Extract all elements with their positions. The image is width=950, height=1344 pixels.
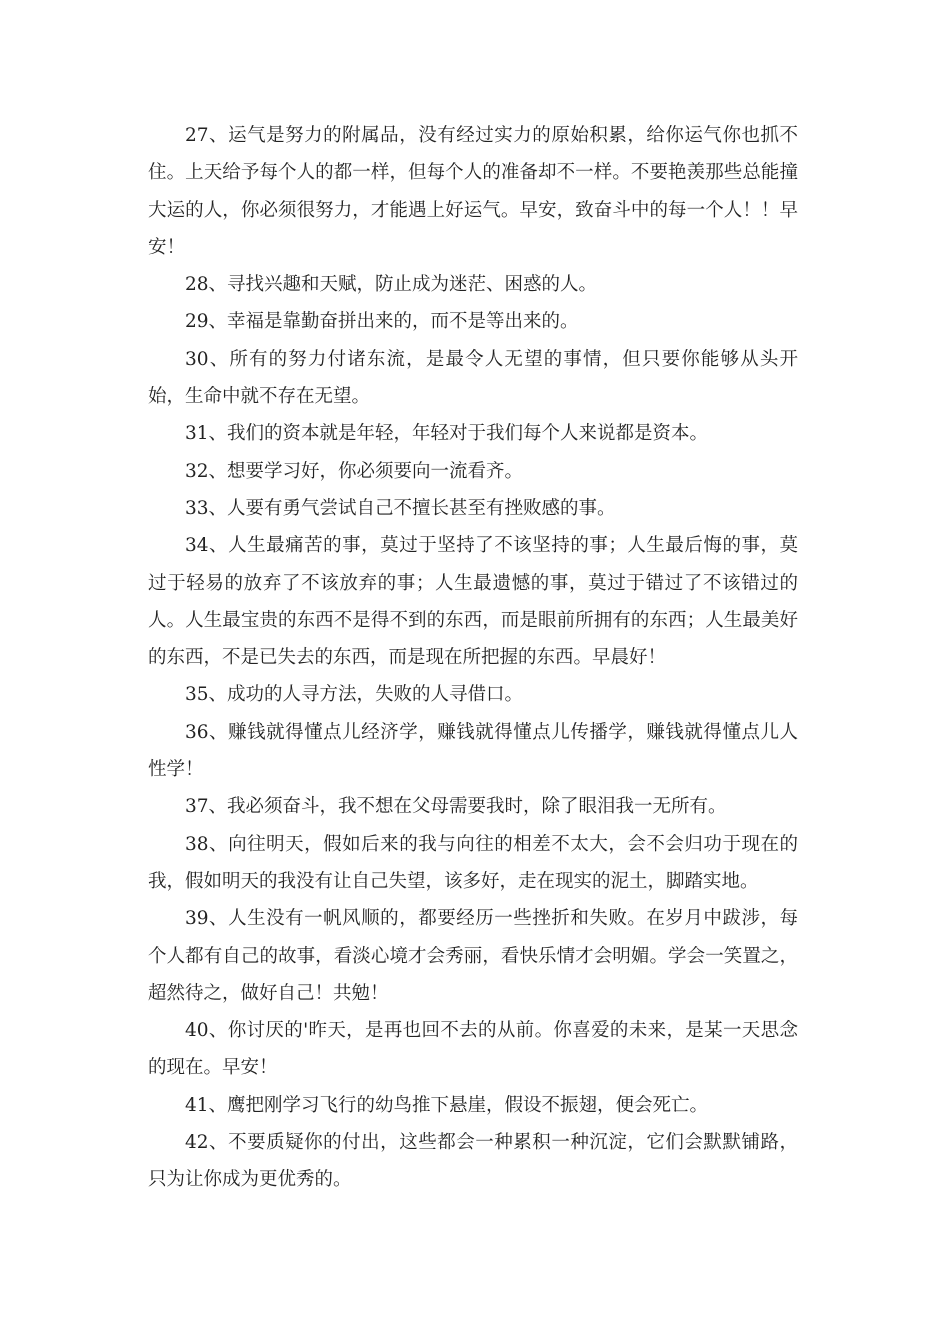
document-body: [148, 117, 798, 1199]
quote-paragraph-29: 29、幸福是靠勤奋拼出来的，而不是等出来的。: [185, 311, 579, 333]
quote-paragraph-33: 33、人要有勇气尝试自己不擅长甚至有挫败感的事。: [185, 497, 616, 519]
quote-paragraph-40: 40、你讨厌的'昨天，是再也回不去的从前。你喜爱的未来，是某一天思念的现在。早安！: [148, 1020, 798, 1079]
quote-paragraph-27: 27、运气是努力的附属品，没有经过实力的原始积累，给你运气你也抓不住。上天给予每个人的都一样，但每个人的准备却不一样。不要艳羡那些总能撞大运的人，你必须很努力，才能遇上好运气。早安，致奋斗中的每一个人！！早安！: [148, 125, 798, 258]
quote-paragraph-38: 38、向往明天，假如后来的我与向往的相差不太大，会不会归功于现在的我，假如明天的我没有让自己失望，该多好，走在现实的泥土，脚踏实地。: [148, 833, 798, 892]
quote-paragraph-28: 28、寻找兴趣和天赋，防止成为迷茫、困惑的人。: [185, 274, 598, 296]
quote-paragraph-32: 32、想要学习好，你必须要向一流看齐。: [185, 460, 524, 482]
quote-paragraph-39: 39、人生没有一帆风顺的，都要经历一些挫折和失败。在岁月中跋涉，每个人都有自己的故事，看淡心境才会秀丽，看快乐情才会明媚。学会一笑置之，超然待之，做好自己！共勉！: [148, 908, 798, 1004]
quote-paragraph-42: 42、不要质疑你的付出，这些都会一种累积一种沉淀，它们会默默铺路，只为让你成为更优秀的。: [148, 1132, 798, 1191]
quote-paragraph-35: 35、成功的人寻方法，失败的人寻借口。: [185, 684, 524, 706]
quote-paragraph-31: 31、我们的资本就是年轻，年轻对于我们每个人来说都是资本。: [185, 423, 709, 445]
quote-paragraph-41: 41、鹰把刚学习飞行的幼鸟推下悬崖，假设不振翅，便会死亡。: [185, 1094, 709, 1116]
quote-paragraph-34: 34、人生最痛苦的事，莫过于坚持了不该坚持的事；人生最后悔的事，莫过于轻易的放弃了不该放弃的事；人生最遗憾的事，莫过于错过了不该错过的人。人生最宝贵的东西不是得不到的东西，而是眼前所拥有的东西；人生最美好的东西，不是已失去的东西，而是现在所把握的东西。早晨好！: [148, 535, 798, 669]
quote-paragraph-37: 37、我必须奋斗，我不想在父母需要我时，除了眼泪我一无所有。: [185, 796, 727, 818]
quote-paragraph-36: 36、赚钱就得懂点儿经济学，赚钱就得懂点儿传播学，赚钱就得懂点儿人性学！: [148, 721, 798, 781]
quote-paragraph-30: 30、所有的努力付诸东流，是最令人无望的事情，但只要你能够从头开始，生命中就不存在无望。: [148, 348, 798, 408]
